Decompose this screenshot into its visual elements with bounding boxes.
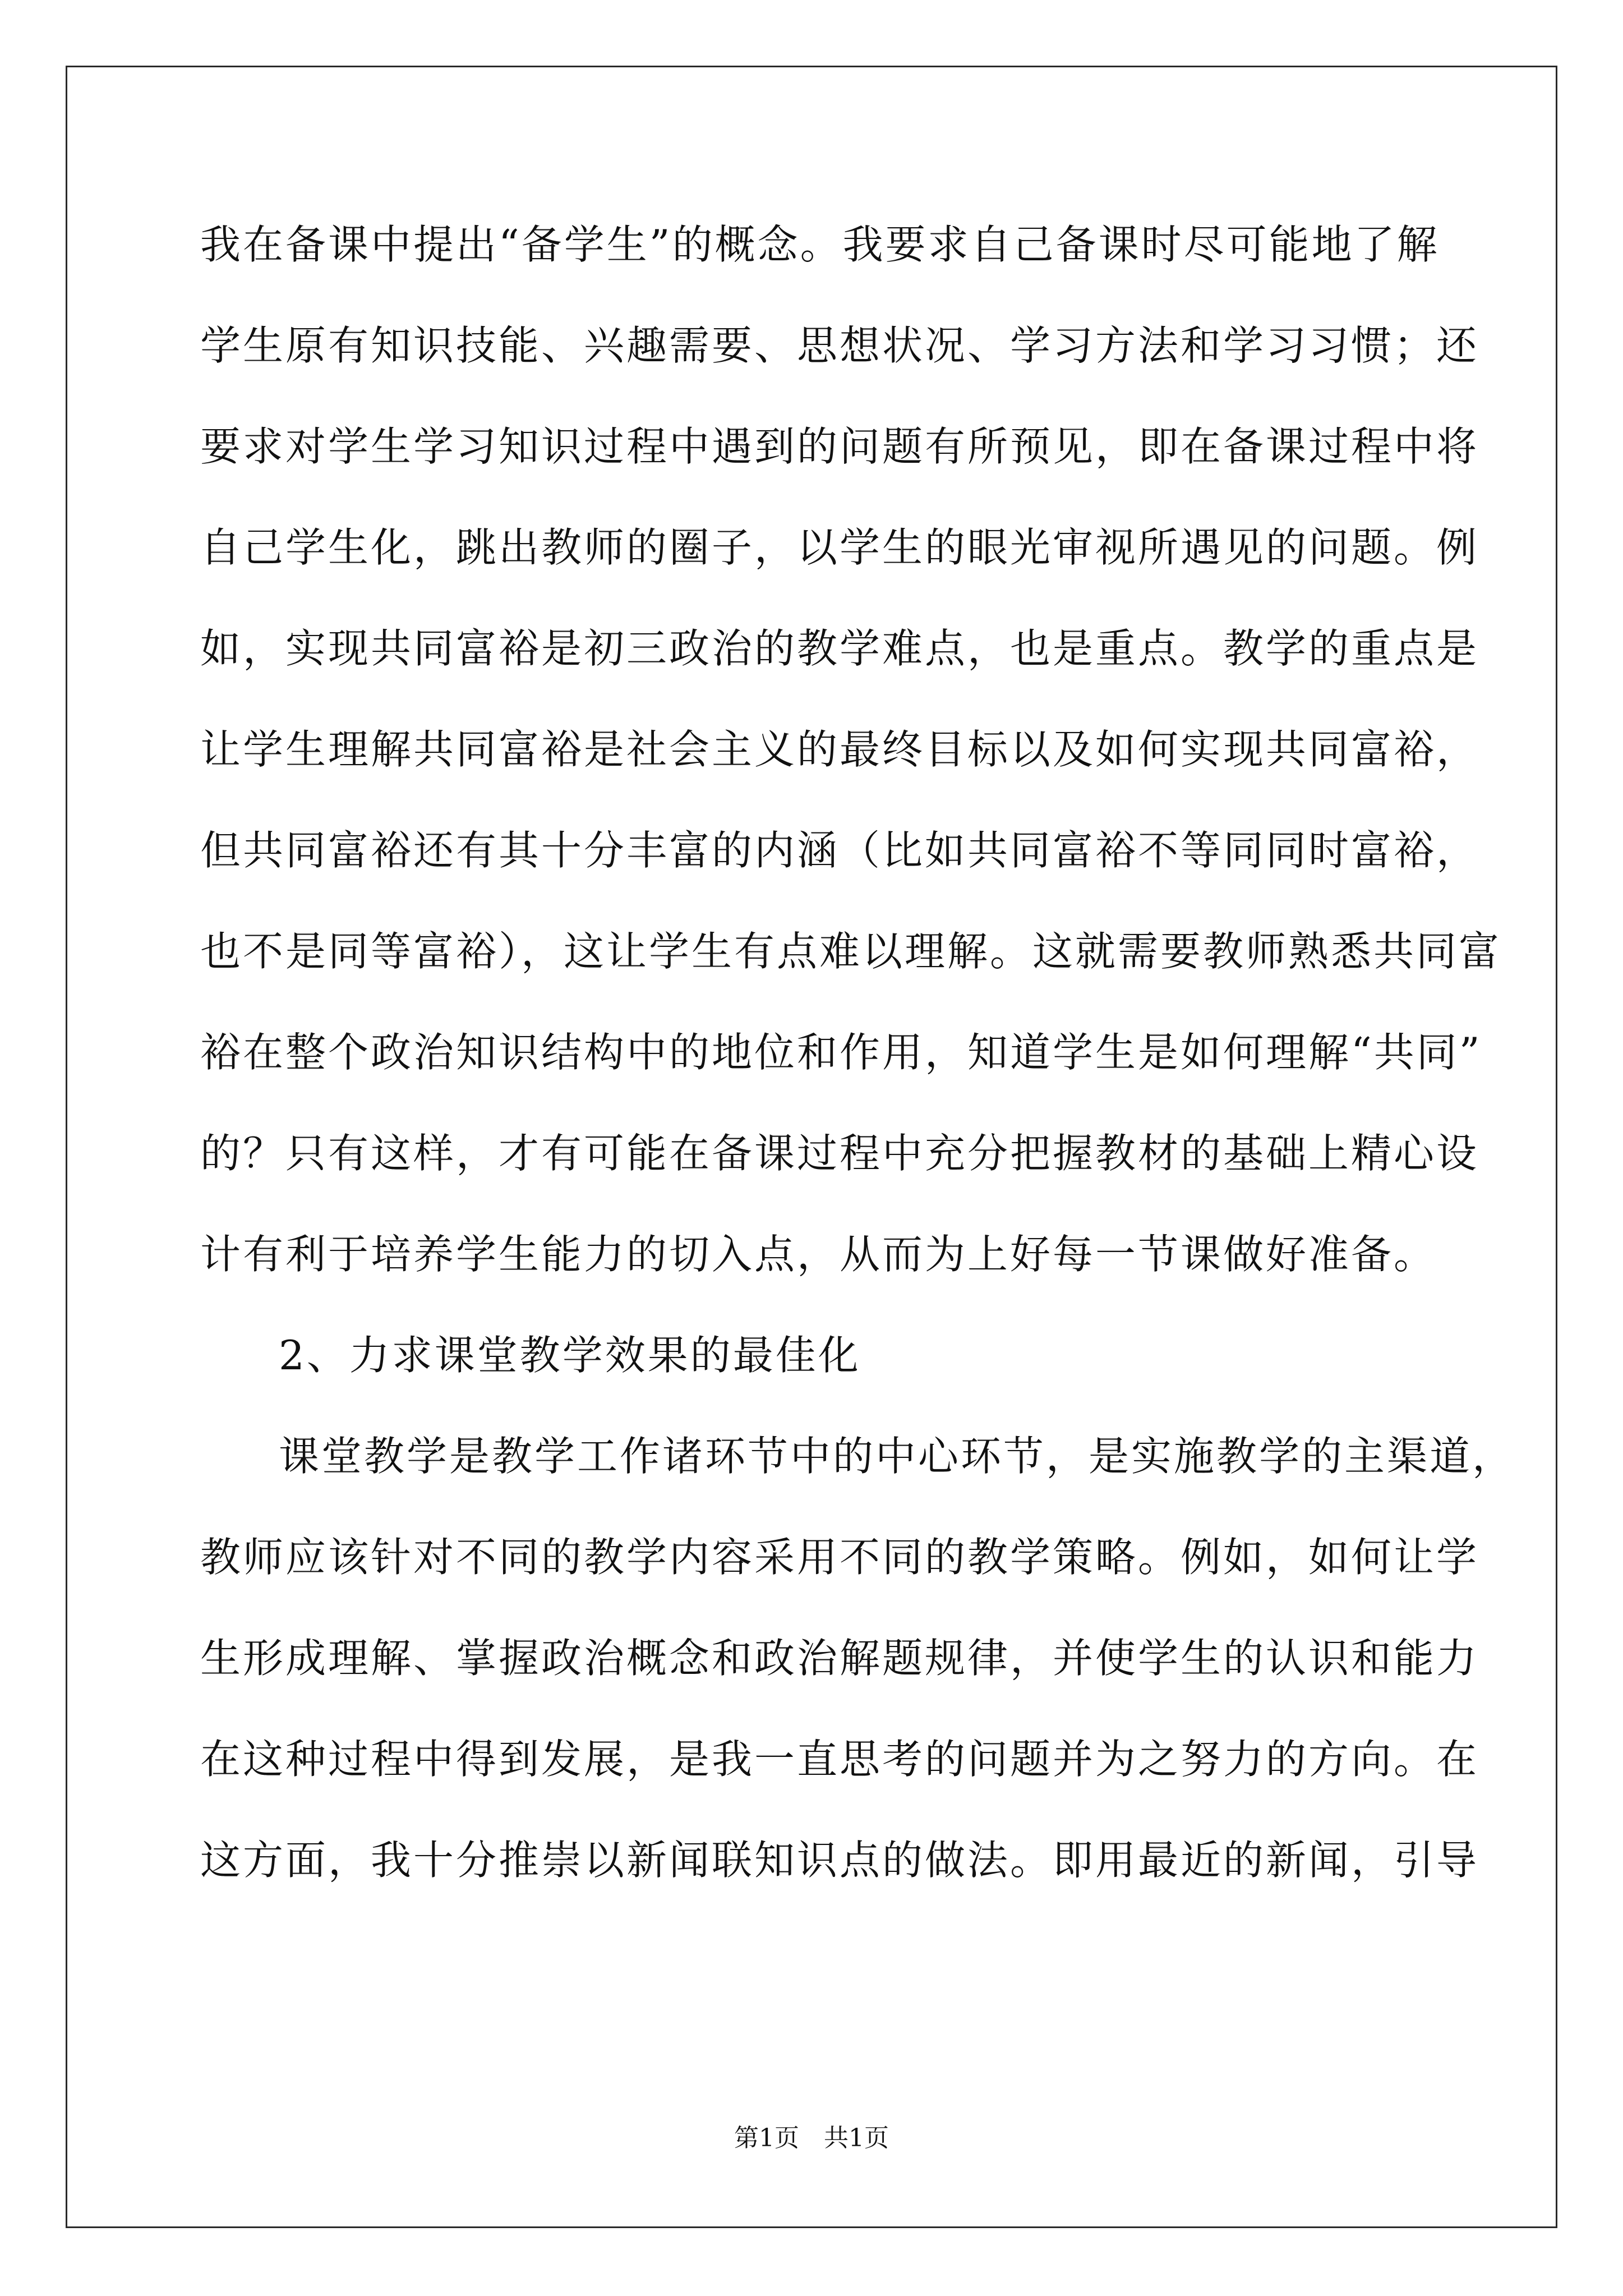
text-line: 让学生理解共同富裕是社会主义的最终目标以及如何实现共同富裕，	[200, 726, 1479, 773]
text-line: 生形成理解、掌握政治概念和政治解题规律，并使学生的认识和能力	[200, 1635, 1479, 1682]
text-line: 裕在整个政治知识结构中的地位和作用，知道学生是如何理解“共同”	[200, 1029, 1482, 1076]
section-heading: 2、力求课堂教学效果的最佳化	[279, 1332, 861, 1379]
text-line: 的？只有这样，才有可能在备课过程中充分把握教材的基础上精心设	[200, 1130, 1479, 1177]
text-line: 计有利于培养学生能力的切入点，从而为上好每一节课做好准备。	[200, 1231, 1437, 1278]
text-line: 教师应该针对不同的教学内容采用不同的教学策略。例如，如何让学	[200, 1534, 1479, 1581]
page-footer: 第1页 共1页	[734, 2124, 889, 2152]
text-line: 但共同富裕还有其十分丰富的内涵（比如共同富裕不等同同时富裕，	[200, 827, 1479, 874]
text-line: 如，实现共同富裕是初三政治的教学难点，也是重点。教学的重点是	[200, 625, 1479, 672]
text-line: 也不是同等富裕），这让学生有点难以理解。这就需要教师熟悉共同富	[200, 928, 1502, 975]
text-line: 自己学生化，跳出教师的圈子，以学生的眼光审视所遇见的问题。例	[200, 524, 1479, 571]
text-line: 课堂教学是教学工作诸环节中的中心环节，是实施教学的主渠道，	[279, 1433, 1515, 1480]
text-line: 要求对学生学习知识过程中遇到的问题有所预见，即在备课过程中将	[200, 423, 1479, 470]
text-line: 我在备课中提出“备学生”的概念。我要求自己备课时尽可能地了解	[200, 221, 1440, 268]
text-line: 这方面，我十分推崇以新闻联知识点的做法。即用最近的新闻，引导	[200, 1837, 1479, 1884]
text-line: 在这种过程中得到发展，是我一直思考的问题并为之努力的方向。在	[200, 1736, 1479, 1783]
text-line: 学生原有知识技能、兴趣需要、思想状况、学习方法和学习习惯；还	[200, 322, 1479, 369]
